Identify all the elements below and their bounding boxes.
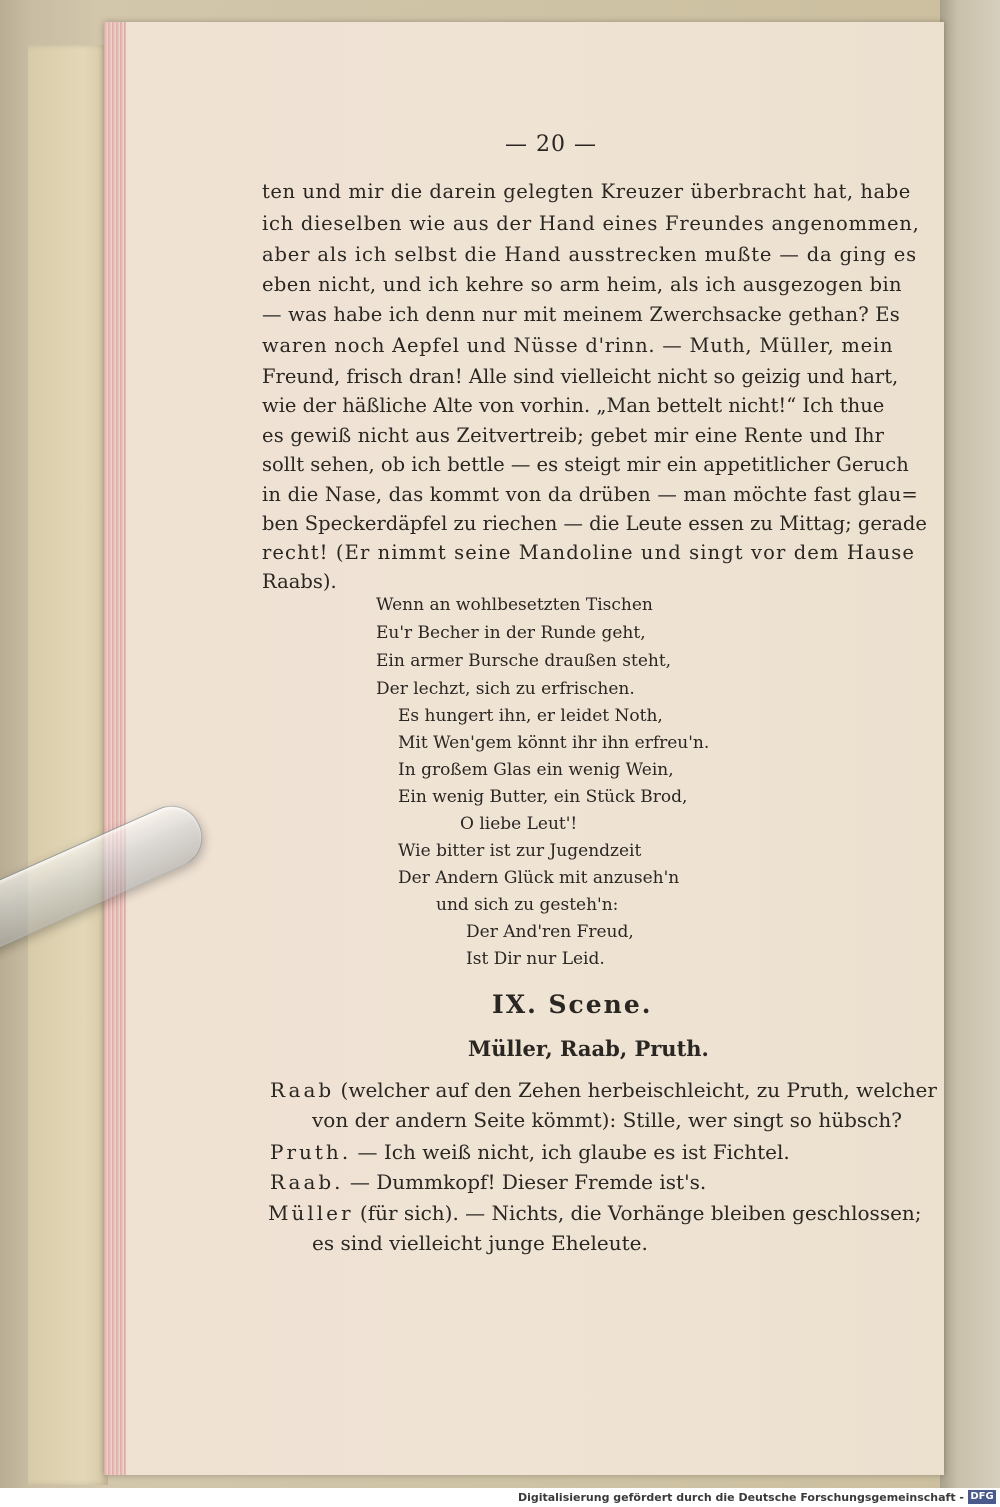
verse-line: Ein armer Bursche draußen steht,	[376, 651, 672, 671]
dialogue-text: es sind vielleicht junge Eheleute.	[312, 1231, 648, 1255]
funding-credit: Digitalisierung gefördert durch die Deutsche Forschungsgemeinschaft -	[517, 1491, 964, 1504]
prose-line: aber als ich selbst die Hand ausstrecken mußte — da ging es	[262, 243, 918, 266]
verse-line: Der lechzt, sich zu erfrischen.	[376, 679, 635, 699]
page-edge-stack	[104, 22, 126, 1475]
book-cover-right	[940, 0, 1000, 1488]
prose-line: wie der häßliche Alte von vorhin. „Man bettelt nicht!“ Ich thue	[262, 394, 885, 417]
dialogue-line	[312, 1231, 648, 1255]
dialogue-text: — Ich weiß nicht, ich glaube es ist Fichtel.	[351, 1140, 790, 1164]
verse-line: und sich zu gesteh'n:	[436, 895, 619, 915]
prose-line: recht! (Er nimmt seine Mandoline und singt vor dem Hause	[262, 541, 916, 564]
page-number: — 20 —	[505, 132, 597, 157]
verse-line: Mit Wen'gem könnt ihr ihn erfreu'n.	[398, 733, 710, 753]
prose-line: ben Speckerdäpfel zu riechen — die Leute essen zu Mittag; gerade	[262, 512, 927, 535]
dialogue-line	[270, 1170, 706, 1194]
scene-persons: Müller, Raab, Pruth.	[468, 1036, 709, 1061]
dialogue-line	[312, 1108, 902, 1132]
prose-line: ten und mir die darein gelegten Kreuzer überbracht hat, habe	[262, 180, 911, 203]
verse-line: In großem Glas ein wenig Wein,	[398, 760, 674, 780]
prose-line: — was habe ich denn nur mit meinem Zwerchsacke gethan? Es	[262, 303, 900, 326]
dialogue-text: (für sich). — Nichts, die Vorhänge bleiben geschlossen;	[353, 1201, 922, 1225]
dialogue-line	[270, 1140, 790, 1164]
speaker-name: Pruth.	[270, 1140, 352, 1164]
speaker-name: Raab.	[270, 1170, 344, 1194]
prose-line: waren noch Aepfel und Nüsse d'rinn. — Muth, Müller, mein	[262, 334, 894, 357]
verse-line: Wie bitter ist zur Jugendzeit	[398, 841, 642, 861]
prose-line: ich dieselben wie aus der Hand eines Freundes angenommen,	[262, 212, 920, 235]
dialogue-line	[268, 1201, 922, 1225]
verse-line: Es hungert ihn, er leidet Noth,	[398, 706, 663, 726]
book-cover-left	[28, 45, 108, 1485]
verse-line: Eu'r Becher in der Runde geht,	[376, 623, 646, 643]
prose-line: eben nicht, und ich kehre so arm heim, als ich ausgezogen bin	[262, 273, 902, 296]
prose-line: Raabs).	[262, 570, 337, 593]
verse-line: Ein wenig Butter, ein Stück Brod,	[398, 787, 688, 807]
scene-heading: IX. Scene.	[492, 990, 653, 1019]
dialogue-line	[270, 1078, 937, 1102]
dfg-logo-icon: DFG	[968, 1490, 996, 1504]
verse-line: Der Andern Glück mit anzuseh'n	[398, 868, 680, 888]
prose-line: in die Nase, das kommt von da drüben — man möchte fast glau=	[262, 483, 918, 506]
dialogue-text: — Dummkopf! Dieser Fremde ist's.	[343, 1170, 707, 1194]
dialogue-text: von der andern Seite kömmt): Stille, wer singt so hübsch?	[312, 1108, 902, 1132]
speaker-name: Raab	[270, 1078, 335, 1102]
speaker-name: Müller	[268, 1201, 354, 1225]
prose-line: Freund, frisch dran! Alle sind vielleicht nicht so geizig und hart,	[262, 365, 899, 388]
prose-line: sollt sehen, ob ich bettle — es steigt mir ein appetitlicher Geruch	[262, 453, 909, 476]
verse-line: Wenn an wohlbesetzten Tischen	[376, 595, 653, 615]
prose-line: es gewiß nicht aus Zeitvertreib; gebet mir eine Rente und Ihr	[262, 424, 885, 447]
verse-line: Der And'ren Freud,	[466, 922, 634, 942]
verse-line: O liebe Leut'!	[460, 814, 578, 834]
verse-line: Ist Dir nur Leid.	[466, 949, 605, 969]
dialogue-text: (welcher auf den Zehen herbeischleicht, zu Pruth, welcher	[334, 1078, 937, 1102]
